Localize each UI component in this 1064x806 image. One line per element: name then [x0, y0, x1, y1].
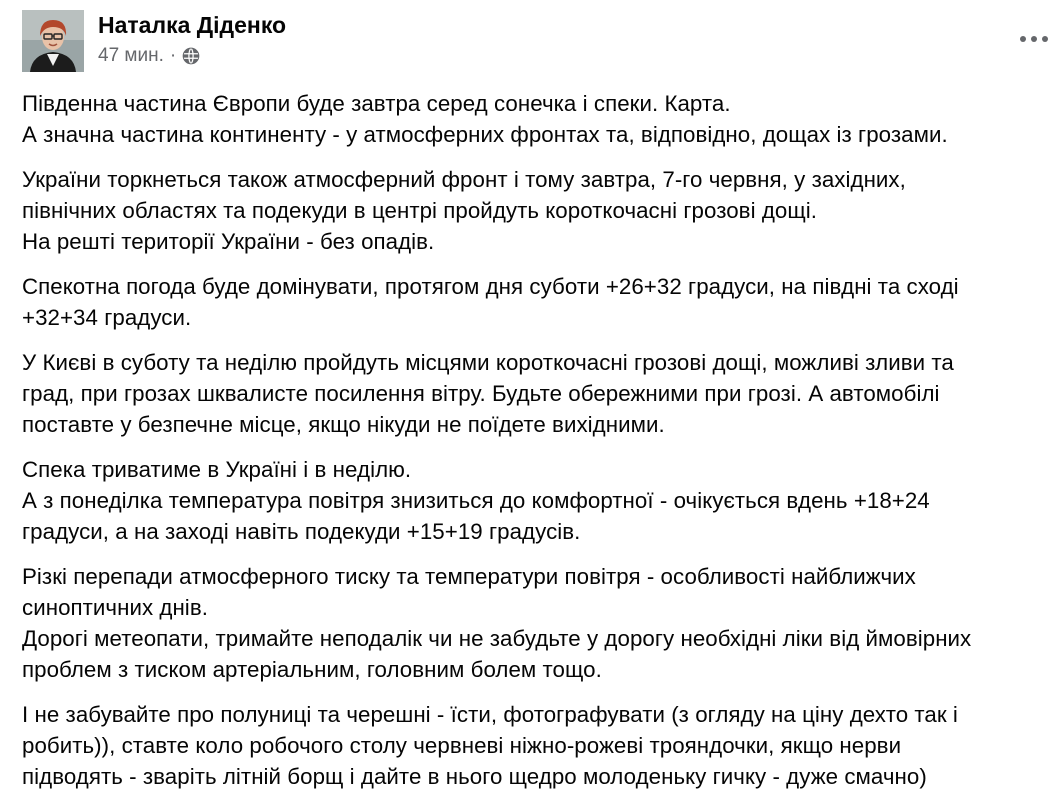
post-text-line: підводять - зваріть літній борщ і дайте в нього щедро молоденьку гичку - дуже смачно) [22, 764, 927, 789]
post-text-line: А з понеділка температура повітря знизиться до комфортної - очікується вдень +18+24 [22, 488, 930, 513]
post-text-line: Дорогі метеопати, тримайте неподалік чи не забудьте у дорогу необхідні ліки від ймовірних [22, 626, 972, 651]
post-paragraph [22, 164, 1062, 257]
post-paragraph [22, 454, 1062, 547]
post-text-line: проблем з тиском артеріальним, головним болем тощо. [22, 657, 602, 682]
post-paragraph [22, 347, 1062, 440]
post-time[interactable]: 47 мин. [98, 45, 164, 66]
avatar[interactable] [22, 10, 84, 72]
more-horizontal-icon [1020, 36, 1026, 42]
more-options-button[interactable] [1016, 24, 1052, 54]
post-text-line: України торкнеться також атмосферний фронт і тому завтра, 7-го червня, у західних, [22, 167, 906, 192]
more-horizontal-icon [1031, 36, 1037, 42]
post-text-line: північних областях та подекуди в центрі пройдуть короткочасні грозові дощі. [22, 198, 817, 223]
post-body [22, 88, 1062, 806]
post-text-line: Спека триватиме в Україні і в неділю. [22, 457, 412, 482]
post-text-line: робить)), ставте коло робочого столу червневі ніжно-рожеві трояндочки, якщо нерви [22, 733, 902, 758]
more-horizontal-icon [1042, 36, 1048, 42]
post-text-line: У Києві в суботу та неділю пройдуть місцями короткочасні грозові дощі, можливі зливи та [22, 350, 954, 375]
post-text-line: +32+34 градуси. [22, 305, 192, 330]
post-text-line: А значна частина континенту - у атмосферних фронтах та, відповідно, дощах із грозами. [22, 122, 948, 147]
post-text-line: синоптичних днів. [22, 595, 208, 620]
post-text-line: градуси, а на заході навіть подекуди +15+19 градусів. [22, 519, 581, 544]
post-meta [98, 45, 200, 67]
post-text-line: Спекотна погода буде домінувати, протягом дня суботи +26+32 градуси, на півдні та сході [22, 274, 959, 299]
globe-icon[interactable] [182, 47, 200, 65]
post-paragraph [22, 88, 1062, 150]
avatar-image [22, 10, 84, 72]
post-text-line: поставте у безпечне місце, якщо нікуди не поїдете вихідними. [22, 412, 665, 437]
post-text-line: Південна частина Європи буде завтра серед сонечка і спеки. Карта. [22, 91, 731, 116]
post-paragraph [22, 561, 1062, 685]
post-text-line: град, при грозах шквалисте посилення вітру. Будьте обережними при грозі. А автомобілі [22, 381, 940, 406]
meta-separator: · [169, 45, 177, 66]
post-text-line: І не забувайте про полуниці та черешні - їсти, фотографувати (з огляду на ціну дехто так і [22, 702, 958, 727]
post-paragraph [22, 271, 1062, 333]
author-name[interactable]: Наталка Діденко [98, 12, 287, 38]
post-paragraph [22, 699, 1062, 792]
post-text-line: На решті території України - без опадів. [22, 229, 435, 254]
post-text-line: Різкі перепади атмосферного тиску та температури повітря - особливості найближчих [22, 564, 916, 589]
post-header [22, 8, 1052, 74]
